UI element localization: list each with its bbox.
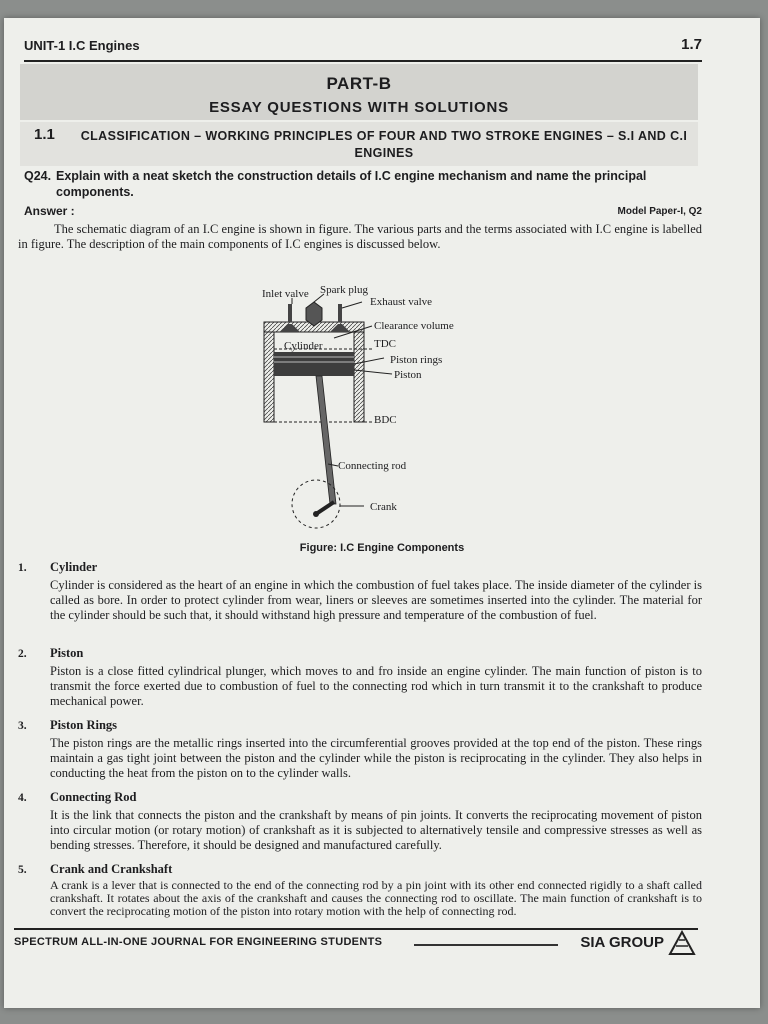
- item-number: 4.: [18, 792, 27, 804]
- leader-exhaust: [342, 302, 362, 308]
- part-banner: [20, 64, 698, 120]
- part-subtitle: ESSAY QUESTIONS WITH SOLUTIONS: [209, 99, 509, 116]
- label-clearance-volume: Clearance volume: [374, 320, 454, 332]
- label-piston: Piston: [394, 369, 422, 381]
- item-body-cylinder: Cylinder is considered as the heart of an engine in which the combustion of fuel takes place. The inside diameter of the cylinder is called as bore. In order to protect cylinder from wear, liners or sleeves are sometimes inserted into the cylinder. The material for the cylinder should be such that, it should withstand high pressure and temperature of the combustion of fuel.: [50, 578, 702, 622]
- piston-block: [274, 352, 354, 376]
- publisher-logo-icon: [668, 930, 696, 956]
- label-inlet-valve: Inlet valve: [262, 288, 309, 300]
- connecting-rod: [316, 376, 336, 504]
- label-bdc: BDC: [374, 414, 397, 426]
- spark-plug: [306, 302, 322, 326]
- label-crank: Crank: [370, 501, 397, 513]
- question-number: Q24.: [24, 169, 52, 183]
- exhaust-valve-stem: [338, 304, 342, 322]
- page-footer: [14, 928, 698, 960]
- item-title-connecting-rod: Connecting Rod: [50, 790, 137, 804]
- item-body-piston: Piston is a close fitted cylindrical plunger, which moves to and fro inside an engine cylinder. The main function of piston is to transmit the force exerted due to combustion of fuel to the connecting rod which in turn transmit it to the crankshaft to produce mechanical power.: [50, 664, 702, 708]
- item-body-connecting-rod: It is the link that connects the piston and the crankshaft by means of pin joints. It converts the reciprocating movement of piston into circular motion (or rotary motion) of crankshaft as it is subjected to alternatively tensile and compressive stresses as well as bending stresses. Therefore, it should be designed and manufactured carefully.: [50, 808, 702, 852]
- label-piston-rings: Piston rings: [390, 354, 443, 366]
- cylinder-wall-left: [264, 332, 274, 422]
- engine-figure: [244, 264, 464, 534]
- journal-name: SPECTRUM ALL-IN-ONE JOURNAL FOR ENGINEERING STUDENTS: [14, 936, 383, 948]
- label-spark-plug: Spark plug: [320, 284, 368, 296]
- item-title-crank: Crank and Crankshaft: [50, 862, 173, 876]
- item-body-crank: A crank is a lever that is connected to the end of the connecting rod by a pin joint with its other end connected rigidly to a shaft called crankshaft. It rotates about the axis of the crankshaft and causes the connecting rod to oscillate. The main function of crankshaft is to convert the reciprocating motion of the piston into rotary motion with the help of connecting rod.: [50, 878, 702, 918]
- crank-pin: [313, 511, 319, 517]
- question: [24, 168, 702, 200]
- item-number: 3.: [18, 720, 27, 732]
- section-title: CLASSIFICATION – WORKING PRINCIPLES OF FOUR AND TWO STROKE ENGINES – S.I AND C.I ENGINES: [80, 129, 688, 160]
- unit-title: UNIT-1 I.C Engines: [24, 38, 140, 53]
- intro-paragraph: The schematic diagram of an I.C engine is shown in figure. The various parts and the terms associated with I.C engine is labelled in figure. The description of the main components of I.C engines is discussed below.: [18, 222, 702, 251]
- label-tdc: TDC: [374, 338, 396, 350]
- answer-row: [24, 204, 702, 220]
- section-heading: [20, 122, 698, 166]
- cylinder-wall-right: [354, 332, 364, 422]
- textbook-page: [4, 18, 760, 1008]
- part-title: PART-B: [326, 74, 392, 93]
- item-title-piston: Piston: [50, 646, 84, 660]
- figure-caption: Figure: I.C Engine Components: [299, 542, 465, 554]
- model-paper-reference: Model Paper-I, Q2: [617, 206, 702, 217]
- section-number: 1.1: [34, 126, 55, 143]
- publisher-name: SIA GROUP: [580, 934, 664, 951]
- label-cylinder: Cylinder: [284, 340, 323, 352]
- item-body-piston-rings: The piston rings are the metallic rings inserted into the circumferential grooves provided at the top end of the piston. These rings maintain a gas tight joint between the piston and the cylinder while the piston is reciprocating in the cylinder. They also helps in conducting the heat from the piston on to the cylinder walls.: [50, 736, 702, 780]
- label-exhaust-valve: Exhaust valve: [370, 296, 433, 308]
- item-title-cylinder: Cylinder: [50, 560, 98, 574]
- item-number: 2.: [18, 648, 27, 660]
- label-connecting-rod: Connecting rod: [338, 460, 407, 472]
- running-head: [24, 36, 702, 62]
- crank-arm: [316, 502, 334, 514]
- item-number: 1.: [18, 562, 27, 574]
- footer-rule: [414, 944, 558, 946]
- item-number: 5.: [18, 864, 27, 876]
- question-text: Explain with a neat sketch the construction details of I.C engine mechanism and name the principal components.: [56, 169, 647, 199]
- inlet-valve-stem: [288, 304, 292, 322]
- page-number: 1.7: [681, 36, 702, 53]
- answer-label: Answer :: [24, 204, 75, 218]
- item-title-piston-rings: Piston Rings: [50, 718, 118, 732]
